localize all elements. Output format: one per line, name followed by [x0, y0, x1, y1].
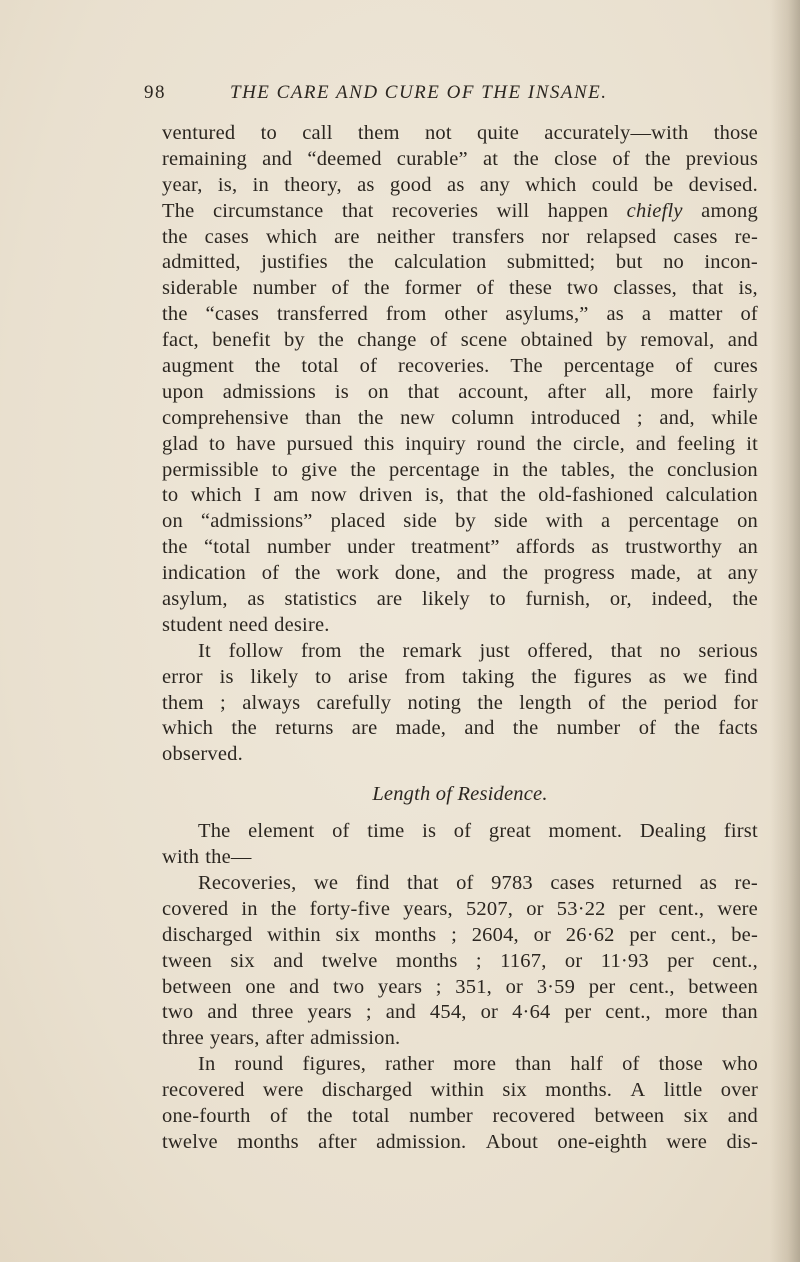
text-line: asylum, as statistics are likely to furnish, or, indeed, the: [162, 588, 758, 611]
section-heading: Length of Residence.: [372, 783, 548, 806]
text-line: year, is, in theory, as good as any which could be devised.: [162, 173, 758, 196]
text-line: In round figures, rather more than half of those who: [198, 1053, 758, 1076]
text-line: to which I am now driven is, that the old-fashioned calculation: [162, 484, 758, 507]
text-line: remaining and “deemed curable” at the close of the previous: [162, 147, 758, 170]
text-line: fact, benefit by the change of scene obtained by removal, and: [162, 329, 758, 352]
text-line: Recoveries, we find that of 9783 cases returned as re-: [198, 871, 758, 894]
text-line: recovered were discharged within six months. A little over: [162, 1079, 758, 1102]
text-line: the cases which are neither transfers nor relapsed cases re-: [162, 225, 758, 248]
text-line: on “admissions” placed side by side with a percentage on: [162, 510, 758, 533]
text-line: two and three years ; and 454, or 4·64 per cent., more than: [162, 1001, 758, 1024]
text-line: the “cases transferred from other asylums,” as a matter of: [162, 303, 758, 326]
text-line: admitted, justifies the calculation submitted; but no incon-: [162, 251, 758, 274]
text-line: It follow from the remark just offered, that no serious: [198, 639, 758, 662]
text-line: one-fourth of the total number recovered between six and: [162, 1104, 758, 1127]
text-line: siderable number of the former of these two classes, that is,: [162, 277, 758, 300]
text-line: upon admissions is on that account, after all, more fairly: [162, 380, 758, 403]
text-line: covered in the forty-five years, 5207, or 53·22 per cent., were: [162, 897, 758, 920]
text-line: permissible to give the percentage in the tables, the conclusion: [162, 458, 758, 481]
text-line: student need desire.: [162, 613, 330, 636]
text-line: them ; always carefully noting the length of the period for: [162, 691, 758, 714]
text-line: error is likely to arise from taking the figures as we find: [162, 665, 758, 688]
text-line: observed.: [162, 743, 243, 766]
text-line: three years, after admission.: [162, 1027, 401, 1050]
text-line: between one and two years ; 351, or 3·59 per cent., between: [162, 975, 758, 998]
running-title: THE CARE AND CURE OF THE INSANE.: [230, 82, 608, 103]
text-line: the “total number under treatment” affords as trustworthy an: [162, 536, 758, 559]
text-line: augment the total of recoveries. The percentage of cures: [162, 355, 758, 378]
text-line: The element of time is of great moment. Dealing first: [198, 820, 758, 843]
body-text: [162, 121, 758, 1156]
text-line: with the—: [162, 846, 252, 869]
text-line: which the returns are made, and the number of the facts: [162, 717, 758, 740]
text-line: comprehensive than the new column introduced ; and, while: [162, 406, 758, 429]
text-line: The circumstance that recoveries will happen chiefly among: [162, 199, 758, 222]
text-line: indication of the work done, and the progress made, at any: [162, 562, 758, 585]
text-line: twelve months after admission. About one-eighth were dis-: [162, 1130, 758, 1153]
page-number: 98: [144, 82, 166, 103]
text-line: tween six and twelve months ; 1167, or 11·93 per cent.,: [162, 949, 758, 972]
running-head: [144, 82, 684, 108]
page-edge-shadow: [770, 0, 800, 1262]
text-line: discharged within six months ; 2604, or 26·62 per cent., be-: [162, 923, 758, 946]
text-line: ventured to call them not quite accurately—with those: [162, 122, 758, 144]
text-line: glad to have pursued this inquiry round the circle, and feeling it: [162, 432, 758, 455]
